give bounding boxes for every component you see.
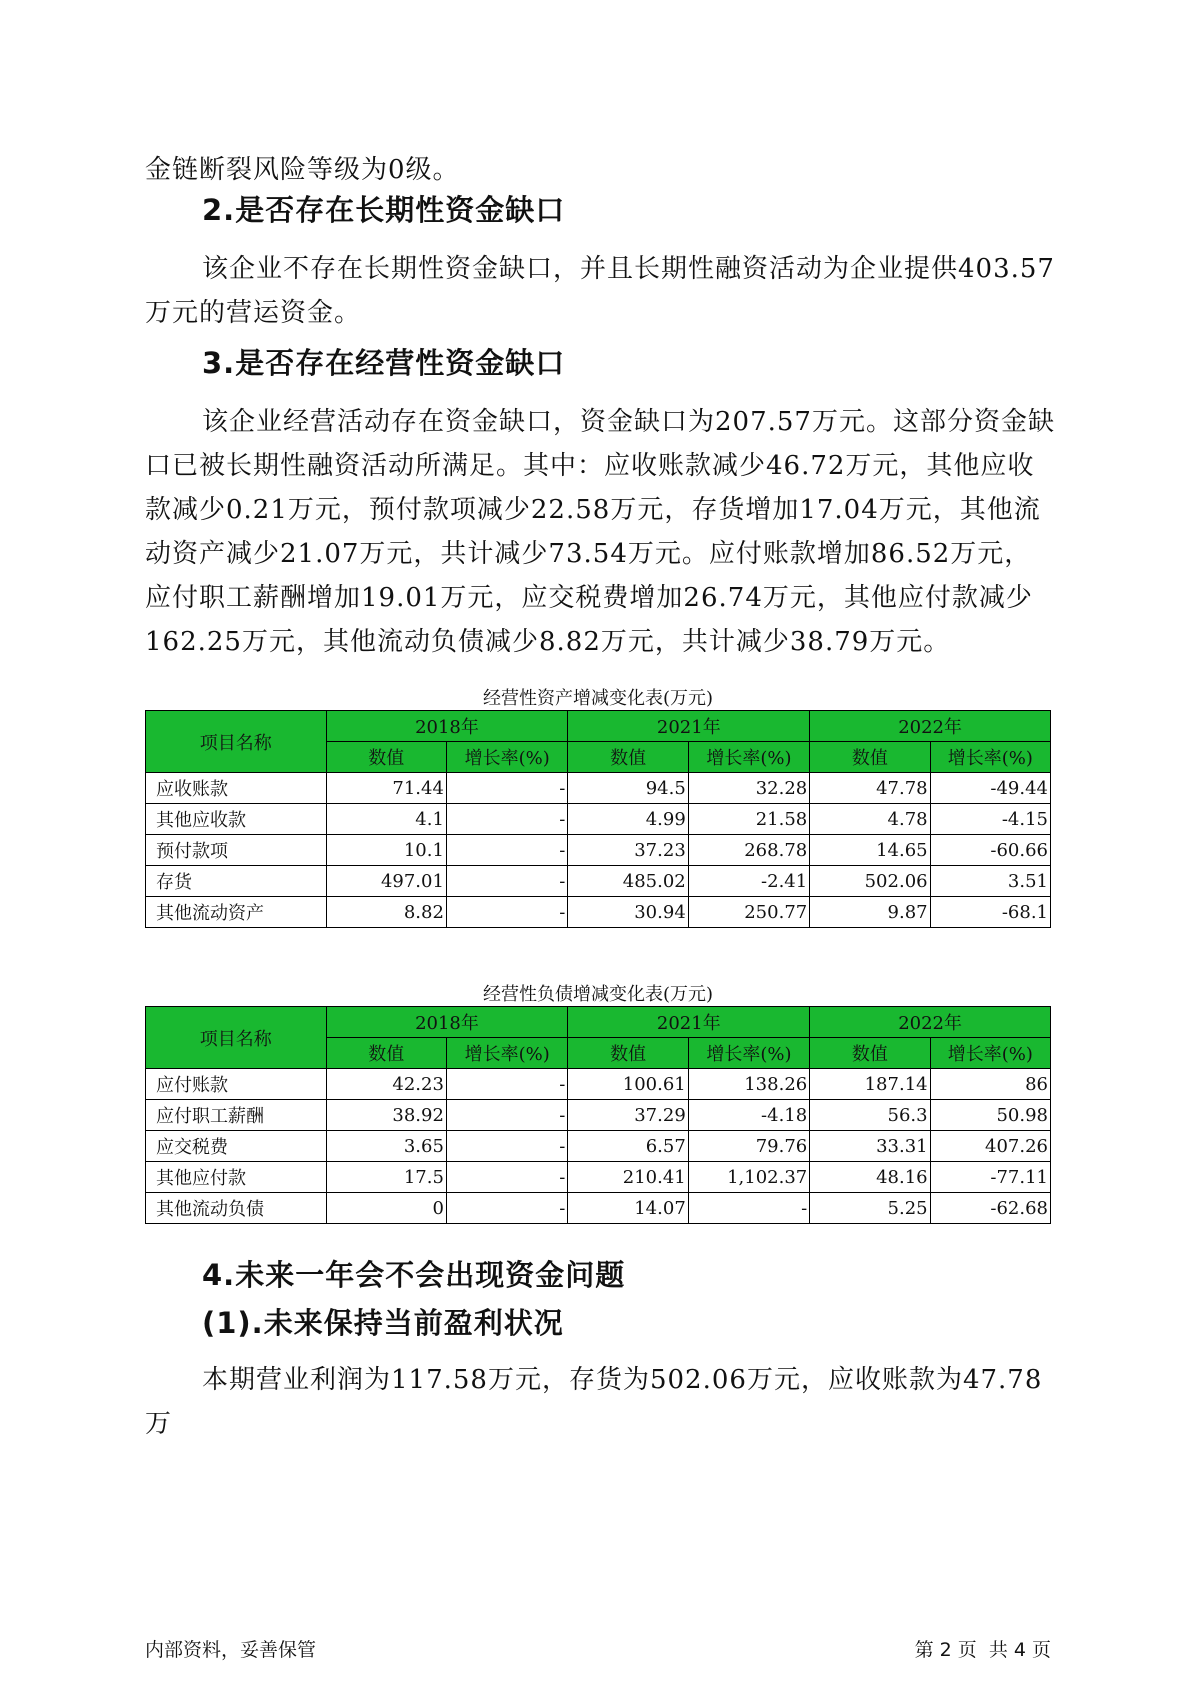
- cell-value: 8.82: [326, 897, 446, 928]
- cell-growth-rate: 79.76: [688, 1131, 809, 1162]
- cell-growth-rate: -: [446, 866, 567, 897]
- cell-growth-rate: -: [446, 1131, 567, 1162]
- cell-value: 14.65: [810, 835, 930, 866]
- cell-growth-rate: 3.51: [930, 866, 1050, 897]
- header-value: 数值: [810, 1038, 930, 1069]
- paragraph-long-term-gap: 该企业不存在长期性资金缺口，并且长期性融资活动为企业提供403.57万元的营运资金。: [145, 254, 1055, 328]
- cell-growth-rate: -49.44: [930, 773, 1050, 804]
- cell-growth-rate: -4.15: [930, 804, 1050, 835]
- header-growth-rate: 增长率(%): [446, 742, 567, 773]
- cell-growth-rate: 250.77: [688, 897, 809, 928]
- header-item-name: 项目名称: [146, 711, 327, 773]
- row-item-name: 其他流动资产: [146, 897, 327, 928]
- cell-growth-rate: 138.26: [688, 1069, 809, 1100]
- cell-growth-rate: 407.26: [930, 1131, 1050, 1162]
- footer-confidential-note: 内部资料，妥善保管: [145, 1639, 317, 1661]
- cell-value: 6.57: [568, 1131, 688, 1162]
- cell-value: 3.65: [326, 1131, 446, 1162]
- paragraph-intro: 金链断裂风险等级为0级。: [145, 155, 460, 185]
- header-year: 2021年: [568, 711, 810, 742]
- header-value: 数值: [810, 742, 930, 773]
- heading-maintain-profit: (1).未来保持当前盈利状况: [202, 1306, 564, 1340]
- cell-growth-rate: 86: [930, 1069, 1050, 1100]
- header-year: 2021年: [568, 1007, 810, 1038]
- cell-value: 497.01: [326, 866, 446, 897]
- row-item-name: 其他流动负债: [146, 1193, 327, 1224]
- header-year: 2018年: [326, 1007, 568, 1038]
- cell-value: 33.31: [810, 1131, 930, 1162]
- cell-growth-rate: -62.68: [930, 1193, 1050, 1224]
- table-row: [146, 773, 1051, 804]
- cell-value: 30.94: [568, 897, 688, 928]
- header-value: 数值: [568, 742, 688, 773]
- table-assets-caption: 经营性资产增减变化表(万元): [482, 688, 714, 709]
- row-item-name: 应收账款: [146, 773, 327, 804]
- cell-growth-rate: -: [446, 804, 567, 835]
- cell-growth-rate: 21.58: [688, 804, 809, 835]
- cell-growth-rate: -: [446, 1162, 567, 1193]
- cell-growth-rate: -77.11: [930, 1162, 1050, 1193]
- cell-value: 14.07: [568, 1193, 688, 1224]
- cell-growth-rate: -: [446, 897, 567, 928]
- row-item-name: 应交税费: [146, 1131, 327, 1162]
- cell-value: 37.29: [568, 1100, 688, 1131]
- row-item-name: 应付职工薪酬: [146, 1100, 327, 1131]
- row-item-name: 其他应付款: [146, 1162, 327, 1193]
- cell-growth-rate: -68.1: [930, 897, 1050, 928]
- cell-growth-rate: -: [446, 835, 567, 866]
- header-growth-rate: 增长率(%): [688, 1038, 809, 1069]
- paragraph-current-profit: 本期营业利润为117.58万元，存货为502.06万元，应收账款为47.78万: [145, 1365, 1043, 1439]
- cell-value: 37.23: [568, 835, 688, 866]
- liabilities-change-table: [145, 1006, 1051, 1224]
- cell-value: 4.78: [810, 804, 930, 835]
- header-year: 2018年: [326, 711, 568, 742]
- header-growth-rate: 增长率(%): [930, 742, 1050, 773]
- cell-value: 42.23: [326, 1069, 446, 1100]
- cell-growth-rate: -4.18: [688, 1100, 809, 1131]
- cell-value: 38.92: [326, 1100, 446, 1131]
- cell-growth-rate: -2.41: [688, 866, 809, 897]
- cell-growth-rate: 50.98: [930, 1100, 1050, 1131]
- paragraph-operating-gap: 该企业经营活动存在资金缺口，资金缺口为207.57万元。这部分资金缺口已被长期性融资活动所满足。其中：应收账款减少46.72万元，其他应收款减少0.21万元，预付款项减少22.58万元，存货增加17.04万元，其他流动资产减少21.07万元，共计减少73.54万元。应付账款增加86.52万元，应付职工薪酬增加19.01万元，应交税费增加26.74万元，其他应付款减少162.25万元，其他流动负债减少8.82万元，共计减少38.79万元。: [145, 407, 1055, 657]
- cell-value: 48.16: [810, 1162, 930, 1193]
- header-year: 2022年: [810, 1007, 1051, 1038]
- cell-value: 17.5: [326, 1162, 446, 1193]
- header-value: 数值: [568, 1038, 688, 1069]
- cell-growth-rate: -: [446, 1069, 567, 1100]
- cell-value: 502.06: [810, 866, 930, 897]
- row-item-name: 其他应收款: [146, 804, 327, 835]
- table-row: [146, 835, 1051, 866]
- table-row: [146, 1100, 1051, 1131]
- cell-growth-rate: -: [446, 1193, 567, 1224]
- table-row: [146, 804, 1051, 835]
- table-row: [146, 1193, 1051, 1224]
- heading-next-year-funding: 4.未来一年会不会出现资金问题: [202, 1258, 626, 1292]
- cell-value: 71.44: [326, 773, 446, 804]
- heading-operating-gap: 3.是否存在经营性资金缺口: [202, 346, 566, 380]
- cell-value: 187.14: [810, 1069, 930, 1100]
- table-row: [146, 866, 1051, 897]
- row-item-name: 预付款项: [146, 835, 327, 866]
- header-item-name: 项目名称: [146, 1007, 327, 1069]
- row-item-name: 应付账款: [146, 1069, 327, 1100]
- cell-growth-rate: -60.66: [930, 835, 1050, 866]
- header-value: 数值: [326, 742, 446, 773]
- table-liabilities-caption: 经营性负债增减变化表(万元): [482, 984, 714, 1005]
- table-row: [146, 1131, 1051, 1162]
- cell-growth-rate: 1,102.37: [688, 1162, 809, 1193]
- cell-growth-rate: -: [446, 1100, 567, 1131]
- cell-value: 9.87: [810, 897, 930, 928]
- footer-page-number: 第 2 页 共 4 页: [914, 1639, 1051, 1661]
- row-item-name: 存货: [146, 866, 327, 897]
- cell-value: 94.5: [568, 773, 688, 804]
- header-growth-rate: 增长率(%): [688, 742, 809, 773]
- header-value: 数值: [326, 1038, 446, 1069]
- cell-value: 5.25: [810, 1193, 930, 1224]
- cell-value: 10.1: [326, 835, 446, 866]
- table-row: [146, 1162, 1051, 1193]
- cell-value: 4.99: [568, 804, 688, 835]
- assets-change-table: [145, 710, 1051, 928]
- cell-growth-rate: -: [688, 1193, 809, 1224]
- header-year: 2022年: [810, 711, 1051, 742]
- header-growth-rate: 增长率(%): [930, 1038, 1050, 1069]
- cell-growth-rate: -: [446, 773, 567, 804]
- table-row: [146, 1069, 1051, 1100]
- cell-value: 47.78: [810, 773, 930, 804]
- cell-value: 485.02: [568, 866, 688, 897]
- cell-value: 100.61: [568, 1069, 688, 1100]
- cell-growth-rate: 268.78: [688, 835, 809, 866]
- cell-value: 0: [326, 1193, 446, 1224]
- heading-long-term-gap: 2.是否存在长期性资金缺口: [202, 193, 566, 227]
- table-row: [146, 897, 1051, 928]
- cell-value: 4.1: [326, 804, 446, 835]
- cell-growth-rate: 32.28: [688, 773, 809, 804]
- cell-value: 210.41: [568, 1162, 688, 1193]
- header-growth-rate: 增长率(%): [446, 1038, 567, 1069]
- cell-value: 56.3: [810, 1100, 930, 1131]
